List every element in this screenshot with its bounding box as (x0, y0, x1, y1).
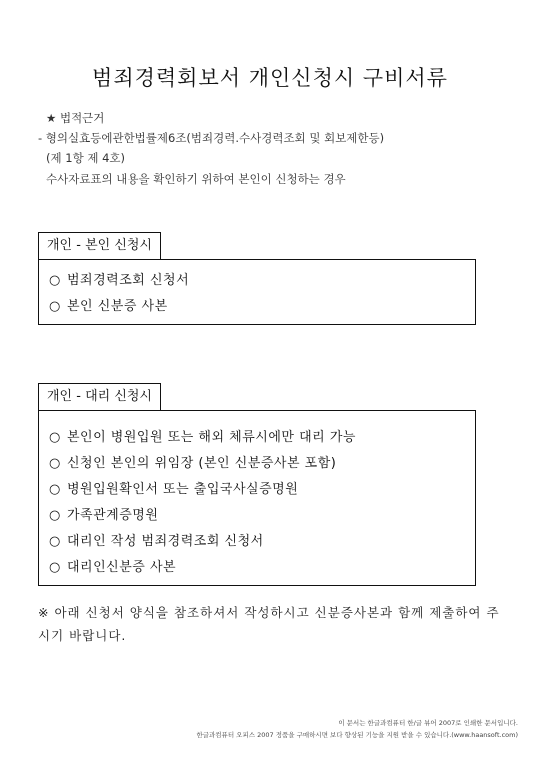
circle-bullet-icon: ○ (49, 482, 61, 497)
legal-line-1: - 형의실효등에관한법률제6조(범죄경력.수사경력조회 및 회보제한등) (38, 131, 385, 145)
list-item: ○ 가족관계증명원 (49, 508, 159, 523)
submission-note: ※ 아래 신청서 양식을 참조하셔서 작성하시고 신분증사본과 함께 제출하여 주시기 바랍니다. (38, 605, 500, 643)
viewer-footer-line-1: 이 문서는 한글과컴퓨터 한/글 뷰어 2007로 인쇄한 문서입니다. (338, 719, 518, 727)
legal-line-2: (제 1항 제 4호) (46, 151, 126, 165)
circle-bullet-icon: ○ (49, 299, 61, 314)
legal-line-3: 수사자료표의 내용을 확인하기 위하여 본인이 신청하는 경우 (46, 172, 346, 186)
list-item: ○ 범죄경력조회 신청서 (49, 273, 190, 288)
circle-bullet-icon: ○ (49, 456, 61, 471)
list-item: ○ 신청인 본인의 위임장 (본인 신분증사본 포함) (49, 456, 337, 471)
circle-bullet-icon: ○ (49, 273, 61, 288)
legal-heading: ★ 법적근거 (46, 111, 105, 125)
list-item: ○ 본인 신분증 사본 (49, 299, 168, 314)
list-item: ○ 대리인 작성 범죄경력조회 신청서 (49, 534, 264, 549)
list-item: ○ 대리인신분증 사본 (49, 560, 177, 575)
circle-bullet-icon: ○ (49, 560, 61, 575)
list-item: ○ 병원입원확인서 또는 출입국사실증명원 (49, 482, 299, 497)
list-item: ○ 본인이 병원입원 또는 해외 체류시에만 대리 가능 (49, 430, 356, 445)
self-application-box (38, 259, 476, 325)
circle-bullet-icon: ○ (49, 534, 61, 549)
viewer-footer-line-2: 한글과컴퓨터 오피스 2007 정품을 구매하시면 보다 향상된 기능을 지원 받을 수 있습니다.(www.haansoft.com) (196, 731, 518, 739)
circle-bullet-icon: ○ (49, 430, 61, 445)
circle-bullet-icon: ○ (49, 508, 61, 523)
page-title: 범죄경력회보서 개인신청시 구비서류 (92, 66, 448, 90)
proxy-application-label: 개인 - 대리 신청시 (38, 383, 161, 410)
proxy-application-box (38, 410, 476, 586)
self-application-label: 개인 - 본인 신청시 (38, 232, 161, 259)
